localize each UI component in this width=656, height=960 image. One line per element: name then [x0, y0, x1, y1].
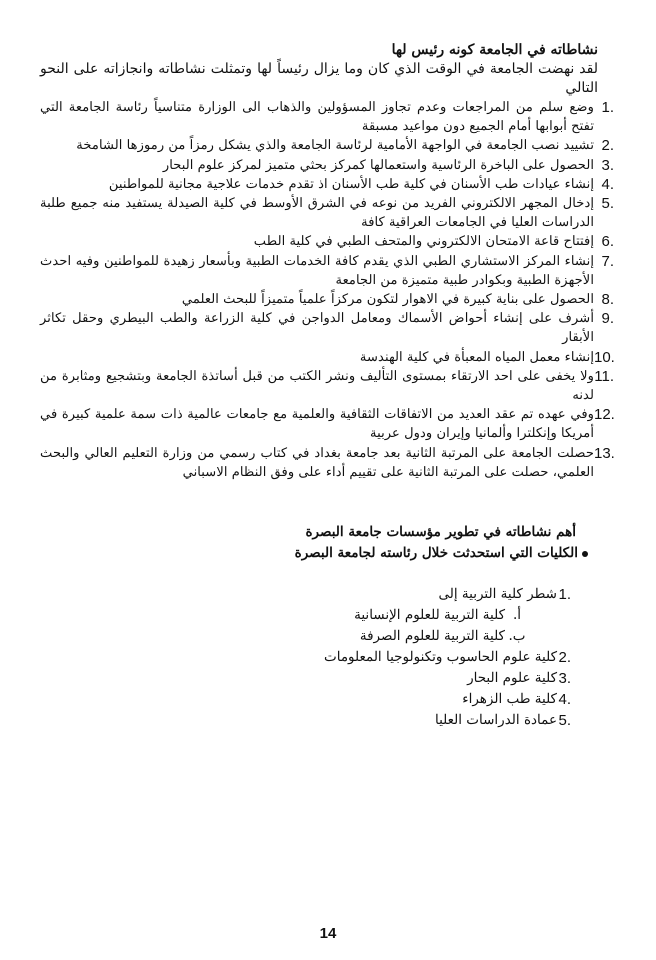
college-number: 3. [558, 670, 571, 687]
college-number: 4. [558, 691, 571, 708]
achievement-item [40, 405, 614, 443]
achievement-number: 9. [601, 310, 614, 328]
college-text: شطر كلية التربية إلى [438, 586, 557, 602]
achievement-number: 13. [594, 444, 615, 462]
college-subitem [200, 626, 527, 647]
achievement-text: الحصول على بناية كبيرة في الاهوار لتكون مركزاً علمياً متميزاً للبحث العلمي [181, 292, 594, 308]
achievement-number: 7. [601, 252, 614, 270]
achievement-text: وضع سلم من المراجعات وعدم تجاوز المسؤولين والذهاب الى الوزارة متناسياً رئاسة الجامعة التي تفتح أبوابها أمام الجميع دون مواعيد مسبقة [40, 100, 594, 135]
achievement-item [40, 348, 614, 367]
college-text: كلية علوم الحاسوب وتكنولوجيا المعلومات [324, 649, 557, 665]
college-text: كلية طب الزهراء [462, 691, 557, 707]
achievement-text: وفي عهده تم عقد العديد من الاتفاقات الثقافية والعلمية مع جامعات عالمية ذات سمة علمية كبيرة في أمريكا وإنكلترا وألمانيا وإيران ودول عربية [40, 407, 594, 442]
achievement-item [40, 252, 614, 290]
achievement-text: إنشاء معمل المياه المعبأة في كلية الهندسة [359, 349, 594, 365]
college-item [200, 584, 571, 647]
achievement-item [40, 194, 614, 232]
achievement-number: 12. [594, 406, 615, 424]
achievement-number: 4. [601, 175, 614, 193]
achievement-text: ولا يخفى على احد الارتقاء بمستوى التأليف ونشر الكتب من قبل أساتذة الجامعة وبتشجيع ومثابرة من لدنه [40, 368, 594, 404]
college-subitem-text: كلية التربية للعلوم الصرفة [359, 628, 505, 644]
college-item [200, 689, 571, 710]
achievement-number: 10. [594, 348, 615, 366]
achievement-number: 6. [601, 233, 614, 251]
college-subitem-mark: ب. [508, 628, 526, 644]
achievement-text: حصلت الجامعة على المرتبة الثانية بعد جامعة بغداد في كتاب رسمي من وزارة التعليم العالي والبحث العلمي، حصلت على المرتبة الثانية على تقييم أداء على وفق النظام الاسباني [40, 445, 594, 480]
section-heading: نشاطاته في الجامعة كونه رئيس لها [391, 42, 598, 58]
achievement-item [40, 290, 614, 309]
achievement-number: 1. [601, 99, 614, 116]
achievement-item [40, 444, 614, 482]
achievement-text: تشييد نصب الجامعة في الواجهة الأمامية لرئاسة الجامعة والذي يشكل رمزاً من رموزها الشامخة [76, 138, 594, 154]
achievement-item [40, 175, 614, 194]
college-number: 1. [558, 586, 571, 603]
section2-bullet-text: الكليات التي استحدثت خلال رئاسته لجامعة البصرة [294, 545, 578, 561]
section2-title: أهم نشاطاته في تطوير مؤسسات جامعة البصرة [305, 524, 576, 540]
college-number: 2. [558, 649, 571, 666]
college-subitem-mark: أ. [512, 607, 522, 623]
achievement-item [40, 309, 614, 347]
achievement-number: 2. [601, 137, 614, 155]
achievement-text: إنشاء عيادات طب الأسنان في كلية طب الأسنان اذ تقدم خدمات علاجية مجانية للمواطنين [108, 176, 594, 192]
college-text: كلية علوم البحار [467, 670, 557, 686]
achievement-number: 5. [601, 195, 614, 213]
achievement-number: 8. [601, 291, 614, 309]
achievement-item [40, 156, 614, 175]
college-text: عمادة الدراسات العليا [434, 712, 557, 728]
achievement-text: أشرف على إنشاء أحواض الأسماك ومعامل الدواجن في كلية الزراعة والطب البيطري وحقل تكاثر الأبقار [40, 311, 594, 346]
section2 [40, 522, 576, 564]
achievement-number: 11. [594, 367, 614, 385]
achievement-item [40, 367, 614, 405]
achievement-item [40, 232, 614, 251]
college-sublist [200, 605, 557, 647]
achievement-number: 3. [601, 156, 614, 174]
college-subitem [200, 605, 527, 626]
achievement-text: إنشاء المركز الاستشاري الطبي الذي يقدم كافة الخدمات الطبية وبأسعار زهيدة للمواطنين وفيه احدث الأجهزة الطبية وبكوادر طبية متميزة من الجامعة [40, 253, 594, 288]
achievements-list [40, 98, 614, 482]
section2-bullet-line [40, 543, 576, 564]
college-item [200, 668, 571, 689]
college-number: 5. [558, 712, 571, 729]
page-number: 14 [319, 925, 337, 942]
achievement-text: الحصول على الباخرة الرئاسية واستعمالها كمركز بحثي متميز لمركز علوم البحار [162, 157, 594, 173]
college-item [200, 710, 571, 731]
bullet-icon [582, 551, 588, 557]
achievement-text: إفتتاح قاعة الامتحان الالكتروني والمتحف الطبي في كلية الطب [253, 234, 594, 250]
intro-paragraph: لقد نهضت الجامعة في الوقت الذي كان وما يزال رئيساً لها وتمثلت نشاطاته وانجازاته على النحو التالي [40, 61, 598, 96]
achievement-text: إدخال المجهر الالكتروني الفريد من نوعه في الشرق الأوسط في كلية الصيدلة يستفيد منه جميع طلبة الدراسات العليا في الجامعات العراقية كافة [40, 196, 594, 231]
college-item [200, 647, 571, 668]
achievement-item [40, 136, 614, 155]
achievement-item [40, 98, 614, 136]
colleges-list [200, 584, 571, 731]
college-subitem-text: كلية التربية للعلوم الإنسانية [354, 607, 505, 623]
